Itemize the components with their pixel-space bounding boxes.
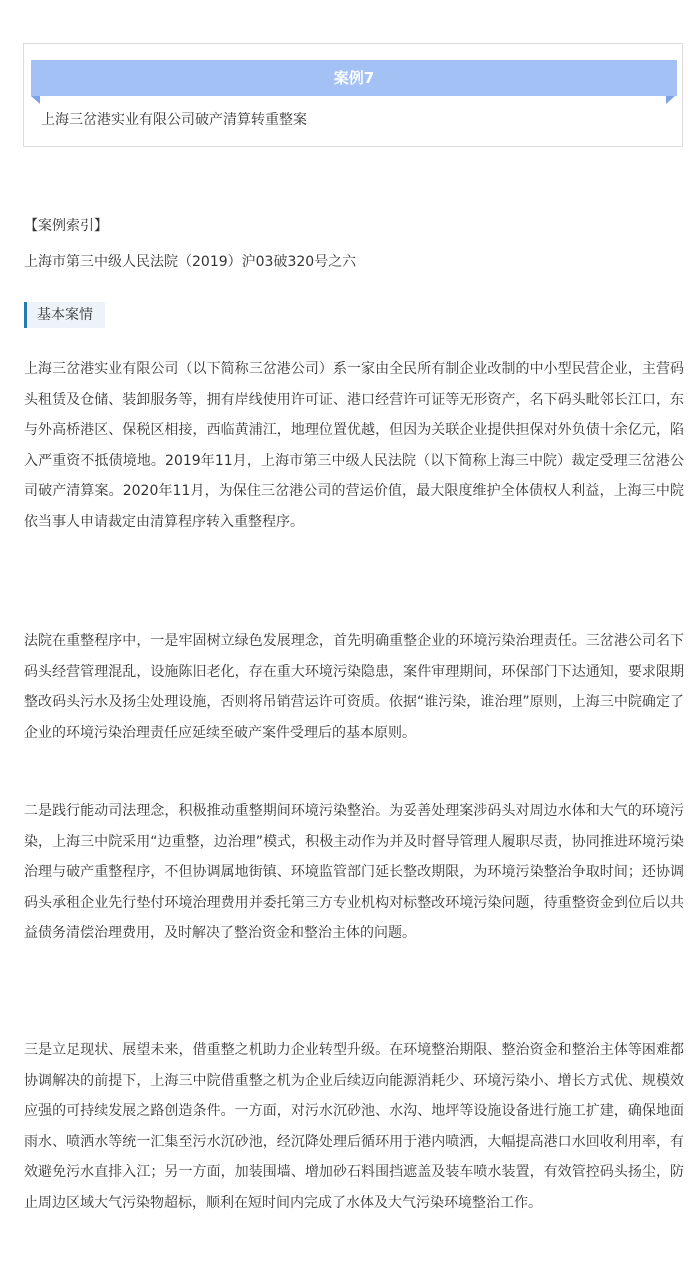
case-number-banner: 案例7 <box>31 60 677 96</box>
banner-fold-right <box>666 96 675 104</box>
case-index-heading: 【案例索引】 <box>24 218 108 234</box>
body-paragraph-2: 法院在重整程序中，一是牢固树立绿色发展理念，首先明确重整企业的环境污染治理责任。三岔港公司名下码头经营管理混乱，设施陈旧老化，存在重大环境污染隐患，案件审理期间，环保部门下达通知，要求限期整改码头污水及扬尘处理设施，否则将吊销营运许可资质。依据“谁污染，谁治理”原则，上海三中院确定了企业的环境污染治理责任应延续至破产案件受理后的基本原则。 <box>24 633 684 741</box>
body-paragraph-1: 上海三岔港实业有限公司（以下简称三岔港公司）系一家由全民所有制企业改制的中小型民营企业，主营码头租赁及仓储、装卸服务等，拥有岸线使用许可证、港口经营许可证等无形资产，名下码头毗邻长江口，东与外高桥港区、保税区相接，西临黄浦江，地理位置优越，但因为关联企业提供担保对外负债十余亿元，陷入严重资不抵债境地。2019年11月，上海市第三中级人民法院（以下简称上海三中院）裁定受理三岔港公司破产清算案。2020年11月，为保住三岔港公司的营运价值，最大限度维护全体债权人利益，上海三中院依当事人申请裁定由清算程序转入重整程序。 <box>24 361 684 530</box>
case-title: 上海三岔港实业有限公司破产清算转重整案 <box>41 112 307 128</box>
body-paragraph-3: 二是践行能动司法理念，积极推动重整期间环境污染整治。为妥善处理案涉码头对周边水体和大气的环境污染，上海三中院采用“边重整，边治理”模式，积极主动作为并及时督导管理人履职尽责，协同推进环境污染治理与破产重整程序，不但协调属地街镇、环境监管部门延长整改期限，为环境污染整治争取时间；还协调码头承租企业先行垫付环境治理费用并委托第三方专业机构对标整改环境污染问题，待重整资金到位后以共益债务清偿治理费用，及时解决了整治资金和整治主体的问题。 <box>24 803 684 941</box>
banner-fold-left <box>31 96 40 104</box>
case-index-reference: 上海市第三中级人民法院（2019）沪03破320号之六 <box>24 254 357 270</box>
case-card <box>23 43 683 147</box>
section-heading-basic-facts: 基本案情 <box>24 302 105 328</box>
body-paragraph-4: 三是立足现状、展望未来，借重整之机助力企业转型升级。在环境整治期限、整治资金和整治主体等困难都协调解决的前提下，上海三中院借重整之机为企业后续迈向能源消耗少、环境污染小、增长方式优、规模效应强的可持续发展之路创造条件。一方面，对污水沉砂池、水沟、地坪等设施设备进行施工扩建，确保地面雨水、喷洒水等统一汇集至污水沉砂池，经沉降处理后循环用于港内喷洒，大幅提高港口水回收利用率，有效避免污水直排入江；另一方面，加装围墙、增加砂石料围挡遮盖及装车喷水装置，有效管控码头扬尘，防止周边区域大气污染物超标，顺利在短时间内完成了水体及大气污染环境整治工作。 <box>24 1042 684 1211</box>
